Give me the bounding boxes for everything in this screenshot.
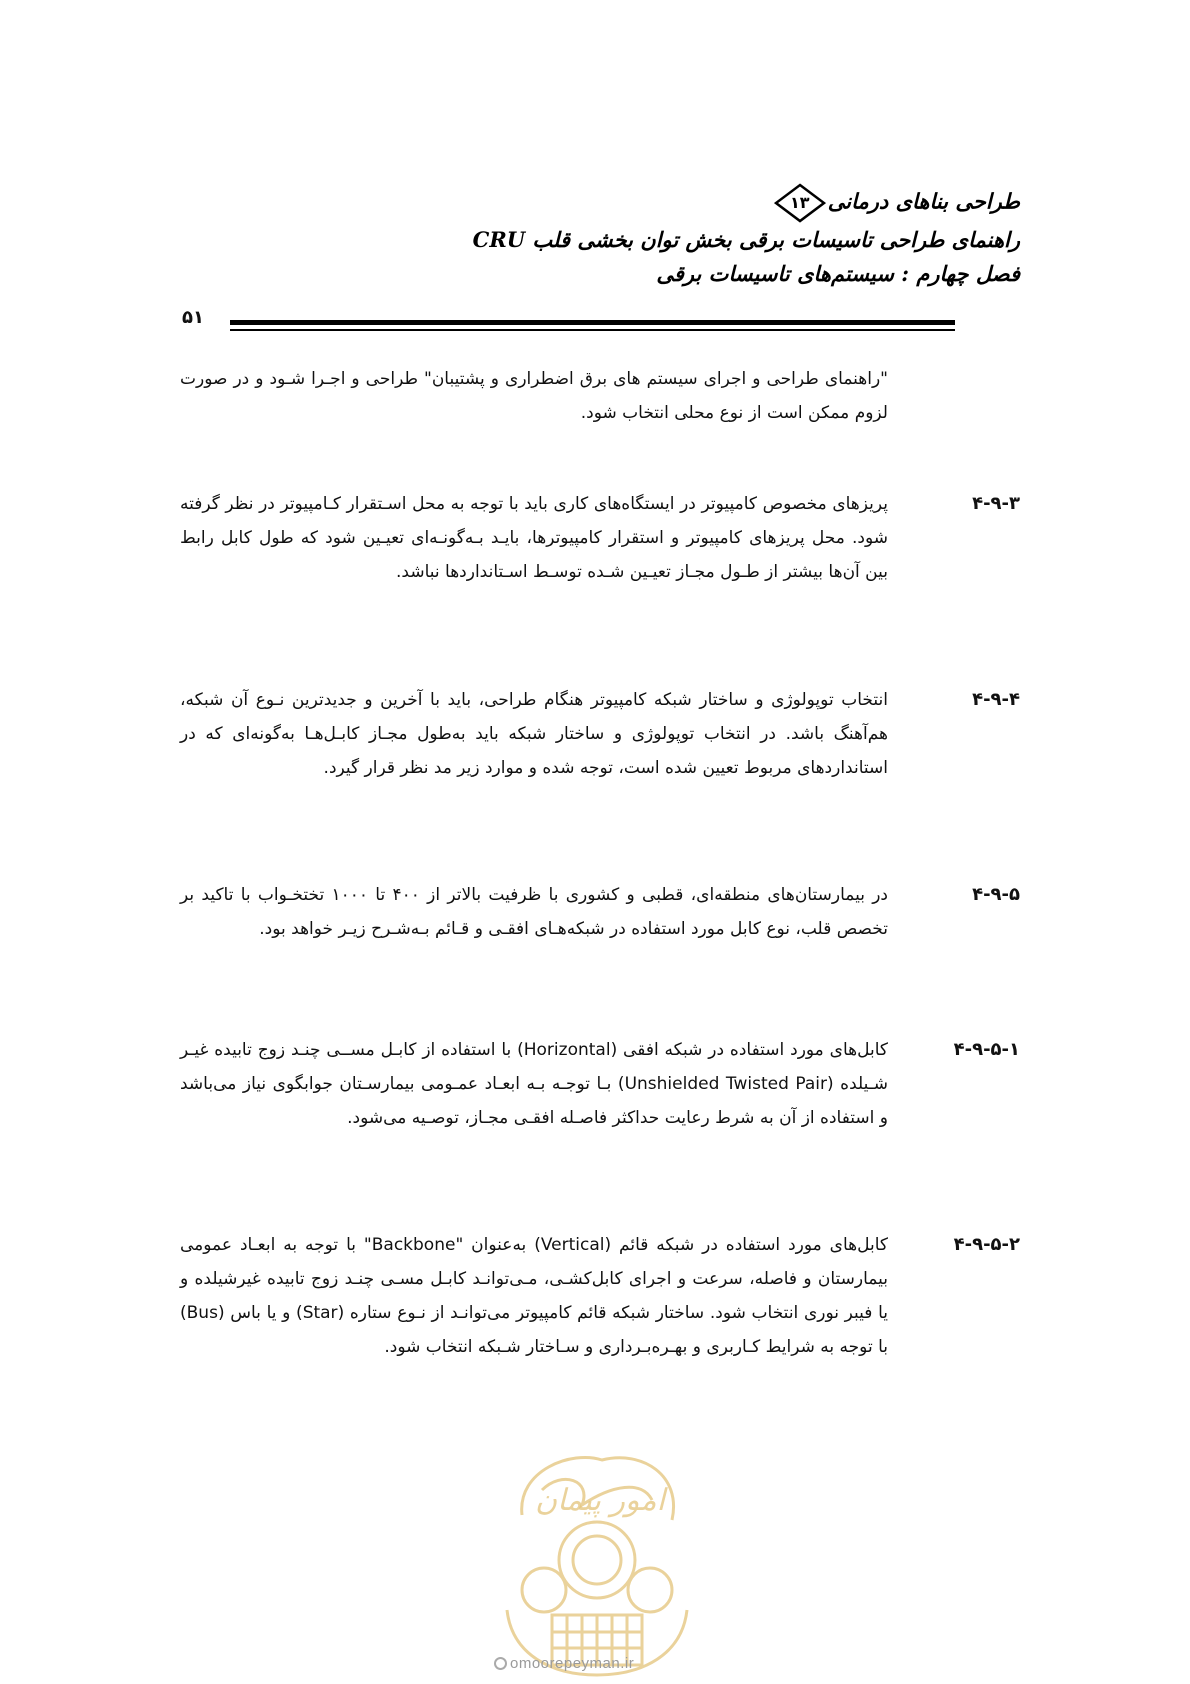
intro-paragraph: "راهنمای طراحی و اجرای سیستم های برق اضطراری و پشتیبان" طراحی و اجـرا شـود و در صورت لزوم ممکن است از نوع محلی انتخاب شود.	[180, 369, 888, 423]
section-4-9-3	[180, 487, 1020, 589]
omoore-peyman-logo	[482, 1440, 712, 1680]
globe-icon	[494, 1657, 507, 1670]
header-line-1	[220, 183, 1020, 223]
section-4-9-4	[180, 683, 1020, 785]
section-number: ۴-۹-۳	[972, 493, 1020, 514]
section-text: کابل‌های مورد استفاده در شبکه افقی (Horizontal) با استفاده از کابـل مســی چنـد زوج تابیده غیـر شـیلده (Unshielded Twisted Pair) بـا توجـه بـه ابعـاد عمـومی بیمارسـتان جوابگوی نیاز می‌باشد و استفاده از آن به شرط رعایت حداکثر فاصـله افقـی مجـاز، توصـیه می‌شود.	[180, 1040, 888, 1128]
section-text: انتخاب توپولوژی و ساختار شبکه کامپیوتر هنگام طراحی، باید با آخرین و جدیدترین نـوع آن شبکه، هم‌آهنگ باشد. در انتخاب توپولوژی و ساختار شبکه باید به‌طول مجـاز کابـل‌هـا به‌گونه‌ای که در استانداردهای مربوط تعیین شده است، توجه شده و موارد زیر مد نظر قرار گیرد.	[180, 690, 888, 778]
watermark	[494, 1655, 634, 1672]
logo-text: امور پیمان	[535, 1483, 665, 1518]
section-4-9-5-2	[180, 1228, 1020, 1364]
chapter-badge	[774, 183, 826, 223]
header-guide-title: راهنمای طراحی تاسیسات برقی بخش توان بخشی قلب CRU	[472, 227, 1020, 252]
page-number: ۵۱	[182, 307, 204, 328]
watermark-text: omoorepeyman.ir	[510, 1655, 635, 1672]
section-number: ۴-۹-۴	[972, 689, 1020, 710]
header-chapter-title: فصل چهارم : سیستم‌های تاسیسات برقی	[656, 261, 1020, 286]
section-4-9-5-1	[180, 1033, 1020, 1135]
section-number: ۴-۹-۵	[972, 884, 1020, 905]
section-4-9-5	[180, 878, 1020, 946]
section-text: پریزهای مخصوص کامپیوتر در ایستگاه‌های کاری باید با توجه به محل اسـتقرار کـامپیوتر در نظر گرفته شود. محل پریزهای کامپیوتر و استقرار کامپیوترها، بایـد بـه‌گونـه‌ای تعیـین شود که طول کابل رابط بین آن‌ها بیشتر از طـول مجـاز تعیـین شـده توسـط اسـتانداردها نباشد.	[180, 494, 888, 582]
section-text: در بیمارستان‌های منطقه‌ای، قطبی و کشوری با ظرفیت بالاتر از ۴۰۰ تا ۱۰۰۰ تختخـواب با تاکید بر تخصص قلب، نوع کابل مورد استفاده در شبکه‌هـای افقـی و قـائم بـه‌شـرح زیـر خواهد بود.	[180, 885, 889, 939]
header-rule-thin	[230, 329, 955, 331]
header-book-title: طراحی بناهای درمانی	[827, 188, 1020, 214]
section-text: کابل‌های مورد استفاده در شبکه قائم (Vertical) به‌عنوان "Backbone" با توجه به ابعـاد عمومی بیمارستان و فاصله، سرعت و اجرای کابل‌کشـی، مـی‌توانـد کابـل مسـی چنـد زوج تابیده غیرشیلده و یا فیبر نوری انتخاب شود. ساختار شبکه قائم کامپیوتر می‌توانـد از نـوع ستاره (Star) و یا باس (Bus) با توجه به شرایط کـاربری و بهـره‌بـرداری و سـاختار شـبکه انتخاب شود.	[180, 1235, 888, 1357]
section-number: ۴-۹-۵-۲	[953, 1234, 1020, 1255]
chapter-badge-number: ۱۳	[790, 193, 810, 212]
section-number: ۴-۹-۵-۱	[953, 1039, 1020, 1060]
page-header	[220, 183, 1020, 291]
header-rule-thick	[230, 320, 955, 325]
